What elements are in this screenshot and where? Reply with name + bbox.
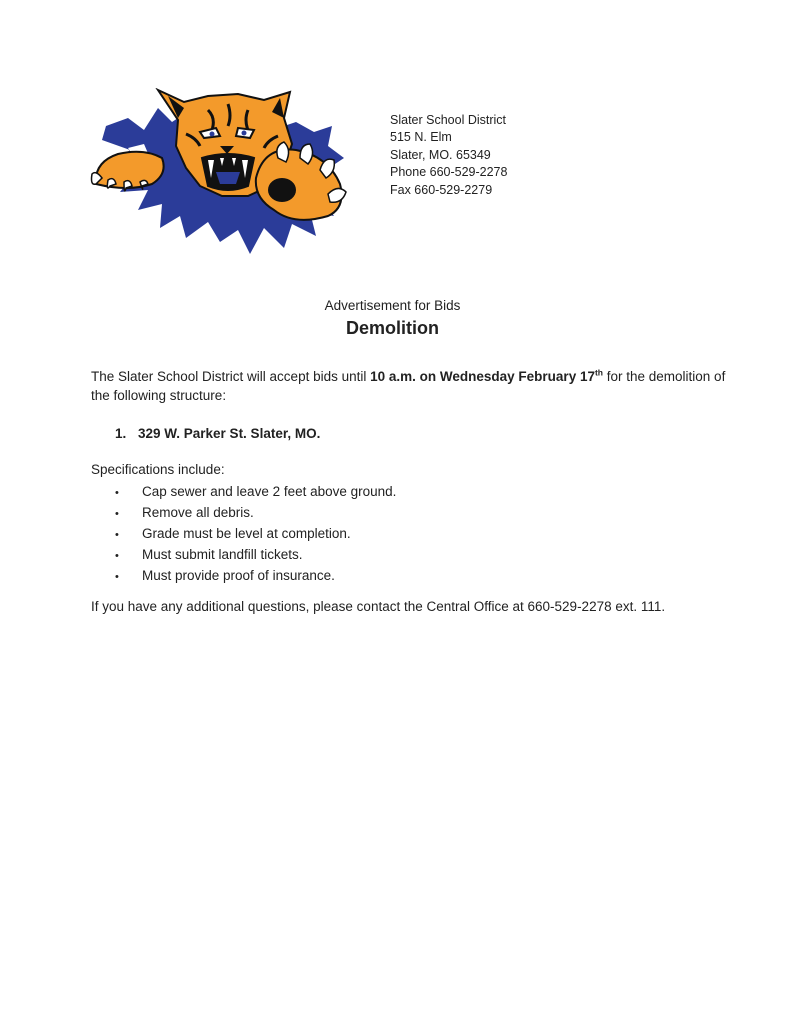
structure-number: 1.: [115, 426, 127, 441]
list-item: • Must submit landfill tickets.: [115, 545, 396, 566]
ordinal-suffix: th: [594, 367, 603, 378]
ad-heading: Advertisement for Bids: [324, 298, 461, 313]
list-item: • Cap sewer and leave 2 feet above ground.: [115, 482, 396, 503]
intro-text-end: for the demolition of the following structure:: [91, 369, 726, 403]
closing-paragraph: If you have any additional questions, please contact the Central Office at 660-529-2278 ext. 111.: [91, 599, 666, 614]
intro-paragraph: [91, 367, 731, 405]
bullet-icon: •: [115, 487, 119, 499]
specifications-heading: Specifications include:: [91, 462, 225, 477]
wildcat-mascot-icon: [88, 88, 354, 258]
page-title: Demolition: [346, 318, 439, 338]
list-item: • Grade must be level at completion.: [115, 524, 396, 545]
bullet-icon: •: [115, 571, 119, 583]
district-fax: Fax 660-529-2279: [390, 182, 493, 197]
district-address: 515 N. Elm: [390, 130, 452, 145]
structure-address: 329 W. Parker St. Slater, MO.: [138, 426, 321, 441]
district-phone: Phone 660-529-2278: [390, 165, 508, 180]
district-name: Slater School District: [390, 113, 507, 127]
letterhead: [390, 112, 507, 199]
specifications-list: [115, 482, 396, 587]
bullet-icon: •: [115, 550, 119, 562]
list-item: • Remove all debris.: [115, 503, 396, 524]
list-item: • Must provide proof of insurance.: [115, 566, 396, 587]
bullet-icon: •: [115, 508, 119, 520]
structure-item: [115, 426, 320, 441]
intro-text-start: The Slater School District will accept bids until: [91, 369, 371, 384]
bid-deadline: 10 a.m. on Wednesday February 17th: [370, 367, 603, 384]
district-city: Slater, MO. 65349: [390, 147, 491, 162]
bullet-icon: •: [115, 529, 119, 541]
